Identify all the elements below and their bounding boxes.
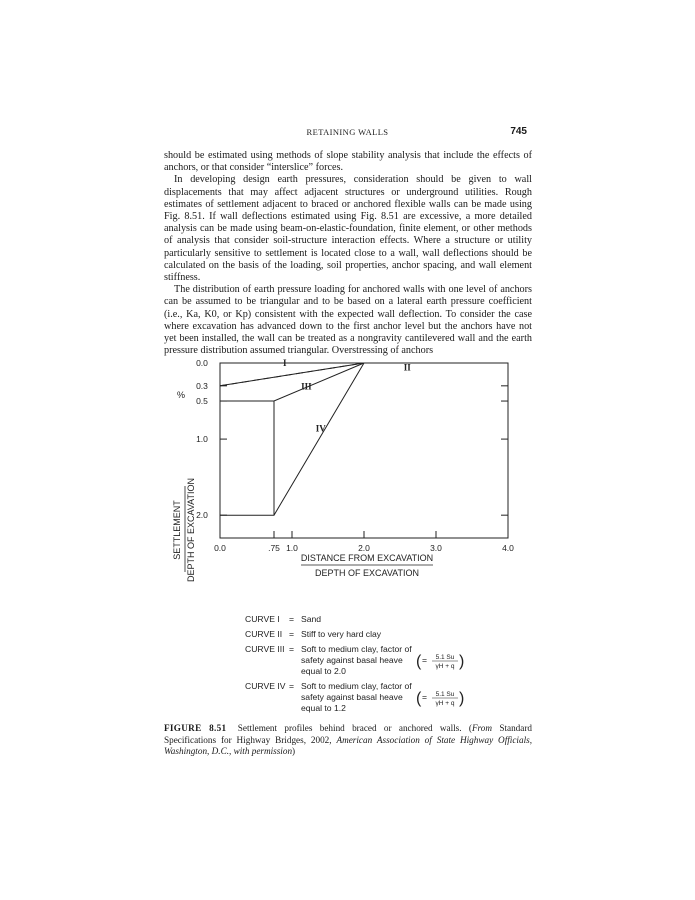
caption-close: )	[292, 746, 296, 756]
legend-paren-3-open: (	[416, 653, 422, 670]
legend-eq-3-inner: =	[422, 655, 428, 665]
legend-eq-4: =	[289, 681, 295, 691]
legend-desc-1: Sand	[301, 614, 322, 624]
y-tick-label-1: 0.3	[196, 380, 208, 391]
curve-iii-label: III	[301, 381, 312, 392]
y-tick-label-0: 0.0	[196, 358, 208, 368]
legend-frac-4-num: 5.1 Su	[435, 691, 455, 698]
figure-caption	[164, 723, 532, 758]
caption-text: Settlement profiles behind braced or anchored walls. (	[237, 723, 472, 733]
curve-i-label: I	[283, 358, 287, 369]
legend-eq-1: =	[289, 614, 295, 624]
x-tick-label-3: 2.0	[358, 543, 370, 553]
legend-eq-4-inner: =	[422, 692, 428, 702]
running-head	[0, 127, 695, 141]
y-tick-label-4: 2.0	[196, 510, 208, 521]
x-tick-label-1: .75	[268, 543, 280, 553]
legend-desc-3b: safety against basal heave	[301, 655, 403, 665]
caption-label: FIGURE 8.51	[164, 723, 227, 733]
legend-eq-3: =	[289, 644, 295, 654]
paragraph-3: The distribution of earth pressure loading for anchored walls with one level of anchors can be assumed to be triangular and to be based on a lateral earth pressure coefficient (i.e., Ka, K0, or Kp) consistent with the expected wall deflection. To consider the case where excavation has advanced down to the first anchor level but the anchors have not yet been installed, the wall can be treated as a nongravity cantilevered wall and the earth pressure distribution assumed triangular. Overstressing of anchors	[164, 284, 532, 357]
legend-desc-4b: safety against basal heave	[301, 692, 403, 702]
paragraph-1: should be estimated using methods of slope stability analysis that include the effects of anchors, or that consider “interslice” forces.	[164, 150, 532, 174]
legend-frac-3-num: 5.1 Su	[435, 654, 455, 661]
legend-frac-3-den: γH + q	[435, 663, 455, 670]
legend-eq-2: =	[289, 629, 295, 639]
legend-desc-3c: equal to 2.0	[301, 666, 346, 676]
y-tick-label-3: 1.0	[196, 434, 208, 445]
legend-curve-1: CURVE I	[245, 614, 280, 624]
xlabel-bottom: DEPTH OF EXCAVATION	[314, 568, 420, 578]
x-tick-label-5: 4.0	[502, 543, 514, 553]
ylabel-unit: %	[177, 390, 186, 400]
legend-curve-4: CURVE IV	[245, 681, 286, 691]
legend-curve-2: CURVE II	[245, 629, 283, 639]
caption-source-italic: From	[471, 723, 493, 733]
settlement-chart	[158, 350, 538, 720]
running-title: RETAINING WALLS	[306, 127, 389, 137]
legend-curve-3: CURVE III	[245, 644, 285, 654]
legend-frac-4-den: γH + q	[435, 700, 455, 707]
ylabel-bottom: DEPTH OF EXCAVATION	[186, 477, 196, 583]
paragraph-2: In developing design earth pressures, consideration should be given to wall displacements that may affect adjacent structures or underground utilities. Rough estimates of settlement adjacent to braced or anchored flexible walls can be made using Fig. 8.51. If wall deflections estimated using Fig. 8.51 are excessive, a more detailed analysis can be made using beam-on-elastic-foundation, finite element, or other methods of analysis that consider soil-structure interaction effects. Where a structure or utility particularly sensitive to settlement is located close to a wall, wall deflections should be calculated on the basis of the loading, soil properties, anchor spacing, and wall element stiffness.	[164, 174, 532, 284]
figure-8-51	[158, 350, 538, 720]
x-tick-label-2: 1.0	[286, 543, 298, 553]
x-tick-label-4: 3.0	[430, 543, 442, 553]
caption-source-rest: Standard Specifications for Highway Bridges, 2002,	[164, 723, 532, 745]
x-tick-label-0: 0.0	[214, 543, 226, 553]
legend-paren-4-open: (	[416, 690, 422, 707]
caption-org-italic: American Association of State Highway Officials, Washington, D.C., with permission	[164, 734, 532, 756]
legend-desc-4c: equal to 1.2	[301, 703, 346, 713]
legend-desc-2: Stiff to very hard clay	[301, 629, 382, 639]
plot-frame	[220, 363, 508, 538]
legend	[245, 614, 464, 713]
page-number: 745	[510, 126, 527, 137]
legend-desc-3a: Soft to medium clay, factor of	[301, 644, 412, 654]
y-tick-label-2: 0.5	[196, 396, 208, 407]
legend-paren-3-close: )	[459, 653, 465, 670]
curve-iv-label: IV	[315, 423, 326, 434]
curve-ii-label: II	[403, 362, 411, 373]
curve-iv-line	[220, 363, 364, 515]
legend-paren-4-close: )	[459, 690, 465, 707]
legend-desc-4a: Soft to medium clay, factor of	[301, 681, 412, 691]
xlabel-top: DISTANCE FROM EXCAVATION	[300, 553, 434, 563]
ylabel-top: SETTLEMENT	[172, 500, 182, 560]
body-text	[164, 150, 532, 357]
